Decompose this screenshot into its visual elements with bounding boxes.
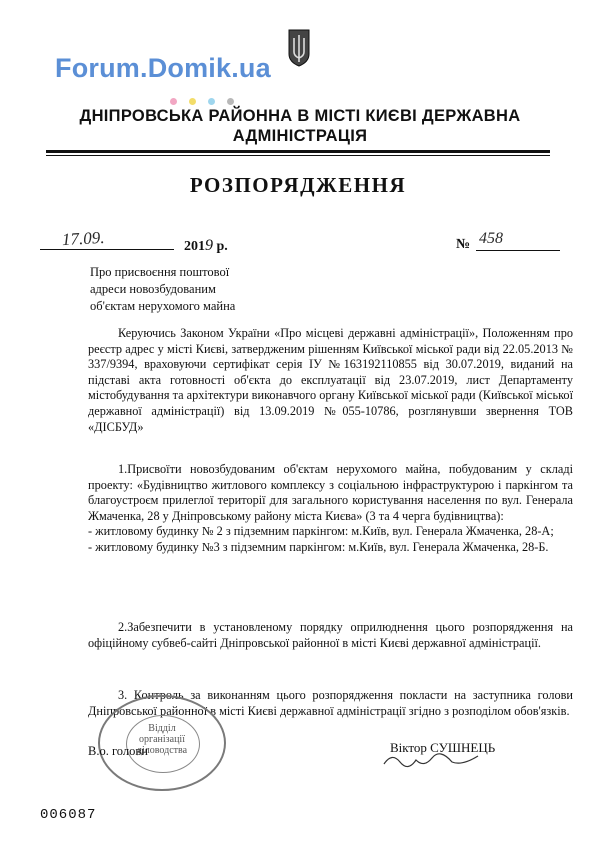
watermark-dot — [227, 98, 234, 105]
trident-emblem-icon — [287, 28, 311, 68]
watermark-dot — [208, 98, 215, 105]
item-2-paragraph — [88, 620, 573, 651]
document-title: РОЗПОРЯДЖЕННЯ — [189, 173, 407, 197]
header-divider-thin — [46, 155, 550, 156]
org-name-line2: АДМІНІСТРАЦІЯ — [232, 127, 368, 145]
stamp-line: організації — [139, 734, 185, 745]
subject-line: адреси новозбудованим — [90, 282, 216, 296]
item-1b-text: - житловому будинку №3 з підземним паркінгом: м.Київ, вул. Генерала Жмаченка, 28-Б. — [88, 539, 549, 554]
year-prefix: 201 — [184, 239, 205, 254]
stamp-line: діловодства — [136, 745, 188, 756]
signatory-position: В.о. голови — [88, 744, 148, 758]
date-year — [184, 237, 228, 255]
watermark-text: Forum.Domik.ua — [55, 53, 271, 83]
document-serial-number: 006087 — [40, 807, 97, 823]
number-underline — [476, 250, 560, 251]
item-3-text: 3. Контроль за виконанням цього розпорядження покласти на заступника голови Дніпровської районної в місті Києві державної адміністрації згідно з розподілом обов'язків. — [88, 688, 573, 718]
header-divider-thick — [46, 150, 550, 153]
document-subject — [90, 264, 235, 315]
subject-line: об'єктам нерухомого майна — [90, 299, 236, 313]
preamble-text: Керуючись Законом України «Про місцеві державні адміністрації», Положенням про реєстр адрес у місті Києві, затвердженим рішенням Київської міської ради від 22.05.2013 № 337/9394, враховуючи сертифікат серія IУ №163192110855 від 30.07.2019, виданий на підставі акта готовності об'єкта до експлуатації від 23.07.2019, лист Департаменту містобудування та архітектури виконавчого органу Київської міської ради (Київської міської державної адміністрації) від 13.09.2019 №055-10786, розглянувши звернення ТОВ «ДІСБУД» — [88, 326, 573, 434]
item-1a-text: - житловому будинку № 2 з підземним паркінгом: м.Київ, вул. Генерала Жмаченка, 28-А; — [88, 524, 554, 539]
item-1-text: 1.Присвоїти новозбудованим об'єктам нерухомого майна, побудованим у складі проекту: «Будівництво житлового комплексу з соціальною інфраструктурою і паркінгом та благоустроєм прилеглої території для загального користування населення по вул. Генерала Жмаченка, 28 у Дніпровському району міста Києва» (3 та 4 черга будівництва): — [88, 462, 573, 523]
signatory-name: Віктор СУШНЕЦЬ — [390, 740, 496, 755]
item-1-paragraph — [88, 462, 573, 556]
org-name-line1: ДНІПРОВСЬКА РАЙОННА В МІСТІ КИЄВІ ДЕРЖАВНА — [79, 107, 521, 125]
subject-line: Про присвоєння поштової — [90, 265, 230, 279]
number-handwritten: 458 — [479, 230, 503, 247]
year-handwritten: 9 — [205, 237, 213, 254]
watermark-dot — [189, 98, 196, 105]
item-2-text: 2.Забезпечити в установленому порядку оприлюднення цього розпорядження на офіційному субвеб-сайті Дніпровської районної в місті Києві державної адміністрації. — [88, 620, 573, 650]
year-suffix: р. — [213, 239, 228, 254]
number-label: № — [456, 237, 471, 252]
date-handwritten: 17.09. — [61, 227, 105, 250]
org-name — [40, 106, 560, 146]
office-stamp — [98, 695, 226, 791]
watermark-dot — [170, 98, 177, 105]
stamp-line: Відділ — [148, 723, 176, 734]
date-underline — [40, 249, 174, 250]
preamble-paragraph — [88, 326, 573, 435]
